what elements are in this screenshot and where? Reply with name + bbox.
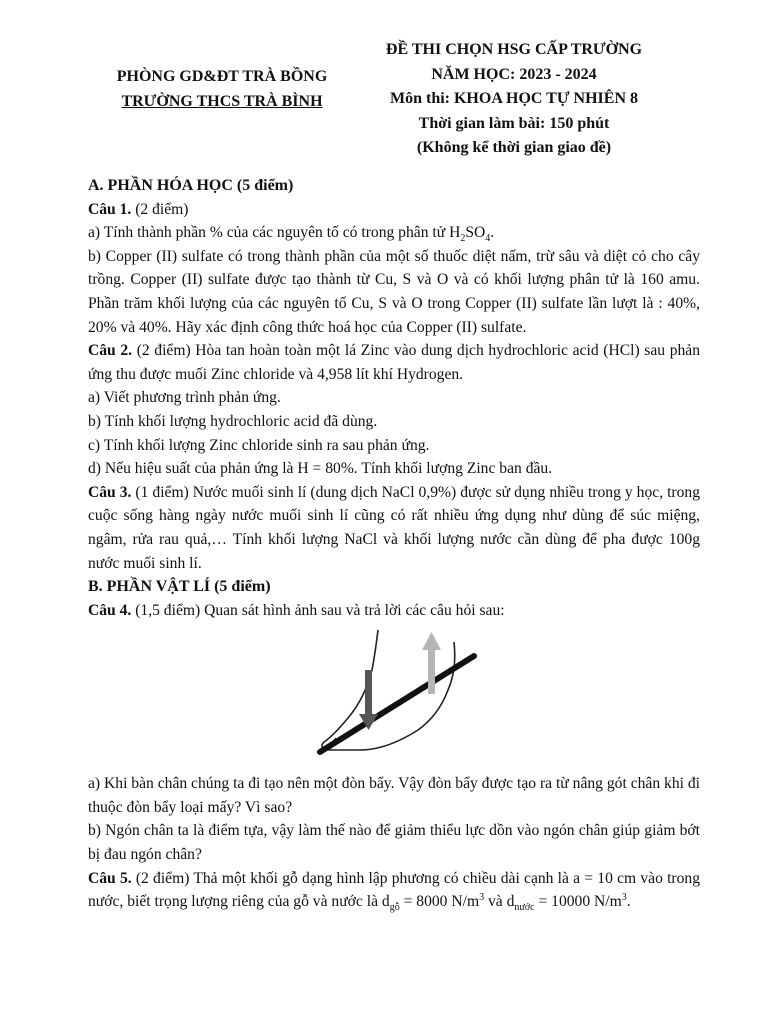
question-2-label: Câu 2. bbox=[88, 342, 133, 360]
school-year: NĂM HỌC: 2023 - 2024 bbox=[431, 65, 597, 83]
exam-subject: Môn thi: KHOA HỌC TỰ NHIÊN 8 bbox=[389, 90, 639, 107]
question-4a: a) Khi bàn chân chúng ta đi tạo nên một đòn bẩy. Vậy đòn bẩy được tạo ra từ nâng gót chân khi đi thuộc đòn bẩy loại mấy? Vì sao? bbox=[88, 775, 700, 816]
section-a-title: A. PHẦN HÓA HỌC (5 điểm) bbox=[88, 177, 294, 194]
q5-sup1: 3 bbox=[479, 892, 485, 904]
exam-duration: Thời gian làm bài: 150 phút bbox=[418, 114, 610, 132]
q5-text3: và d bbox=[484, 893, 515, 911]
question-4b: b) Ngón chân ta là điểm tựa, vậy làm thế nào để giảm thiểu lực dồn vào ngón chân giúp giảm bớt bị đau ngón chân? bbox=[88, 822, 700, 864]
question-1-points: (2 điểm) bbox=[131, 200, 189, 218]
section-b-title: B. PHẦN VẬT LÍ (5 điểm) bbox=[88, 578, 271, 596]
question-5 bbox=[88, 867, 700, 914]
question-1b: b) Copper (II) sulfate có trong thành phần của một số thuốc diệt nấm, trừ sâu và diệt cỏ cho cây trồng. Copper (II) sulfate được tạo thành từ Cu, S và O và có khối lượng phân tử là 160 amu. Phần trăm khối lượng của các nguyên tố Cu, S và O trong Copper (II) sulfate lần lượt là : 40%, 20% và 40%. Hãy xác định công thức hoá học của Copper (II) sulfate. bbox=[88, 247, 700, 336]
question-4-label: Câu 4. bbox=[88, 601, 132, 619]
q5-text5: . bbox=[626, 893, 631, 911]
q5-text4: = 10000 N/m bbox=[534, 893, 622, 911]
q1a-mid: SO bbox=[465, 224, 486, 242]
exam-body bbox=[88, 174, 700, 914]
q1a-end: . bbox=[490, 224, 495, 242]
question-2-intro: (2 điểm) Hòa tan hoàn toàn một lá Zinc vào dung dịch hydrochloric acid (HCl) sau phản ứng thu được muối Zinc chloride và 4,958 lít khí Hydrogen. bbox=[88, 342, 701, 383]
question-4 bbox=[88, 599, 700, 623]
question-2a: a) Viết phương trình phản ứng. bbox=[88, 389, 281, 407]
q5-text1: (2 điểm) Thả một khối gỗ dạng hình lập phương có chiều dài cạnh là a = 10 cm vào trong nước, biết trọng lượng riêng của gỗ và nước là d bbox=[88, 869, 700, 911]
question-2d: d) Nếu hiệu suất của phản ứng là H = 80%. Tính khối lượng Zinc ban đầu. bbox=[88, 460, 553, 478]
q5-sup2: 3 bbox=[621, 892, 627, 904]
question-3-label: Câu 3. bbox=[88, 483, 132, 501]
foot-lever-icon bbox=[316, 626, 486, 758]
question-5-label: Câu 5. bbox=[88, 869, 132, 887]
q5-sub-go: gỗ bbox=[389, 902, 400, 914]
foot-lever-figure bbox=[88, 622, 700, 772]
department-name: PHÒNG GD&ĐT TRÀ BỒNG bbox=[116, 68, 328, 85]
question-2b: b) Tính khối lượng hydrochloric acid đã dùng. bbox=[88, 412, 378, 430]
q1a-sub2: 4 bbox=[485, 233, 491, 245]
question-2c: c) Tính khối lượng Zinc chloride sinh ra sau phản ứng. bbox=[88, 436, 430, 454]
question-1-header bbox=[88, 198, 700, 222]
q5-text2: = 8000 N/m bbox=[399, 893, 480, 911]
school-name: TRƯỜNG THCS TRÀ BÌNH bbox=[121, 93, 323, 110]
q1a-text: a) Tính thành phần % của các nguyên tố có trong phân tử H bbox=[88, 224, 461, 242]
question-1-label: Câu 1. bbox=[88, 200, 132, 218]
question-3-text: (1 điểm) Nước muối sinh lí (dung dịch NaCl 0,9%) được sử dụng nhiều trong y học, trong cuộc sống hàng ngày nước muối sinh lí cũng có rất nhiều ứng dụng như dùng để súc miệng, ngâm, rửa rau quả,… Tính khối lượng NaCl và khối lượng nước cần dùng để pha được 100g nước muối sinh lí. bbox=[88, 483, 701, 572]
exam-header bbox=[0, 38, 768, 168]
question-3 bbox=[88, 481, 700, 575]
lever-bar bbox=[320, 656, 474, 752]
question-4-intro: (1,5 điểm) Quan sát hình ảnh sau và trả lời các câu hỏi sau: bbox=[131, 601, 505, 619]
exam-info-block bbox=[350, 38, 678, 161]
school-block bbox=[88, 64, 356, 114]
question-1a bbox=[88, 221, 700, 245]
q5-sub-nuoc: nước bbox=[514, 902, 535, 914]
exam-title: ĐỀ THI CHỌN HSG CẤP TRƯỜNG bbox=[385, 41, 643, 58]
q1a-sub1: 2 bbox=[460, 233, 466, 245]
question-2 bbox=[88, 339, 700, 386]
exam-duration-note: (Không kể thời gian giao đề) bbox=[416, 139, 612, 156]
